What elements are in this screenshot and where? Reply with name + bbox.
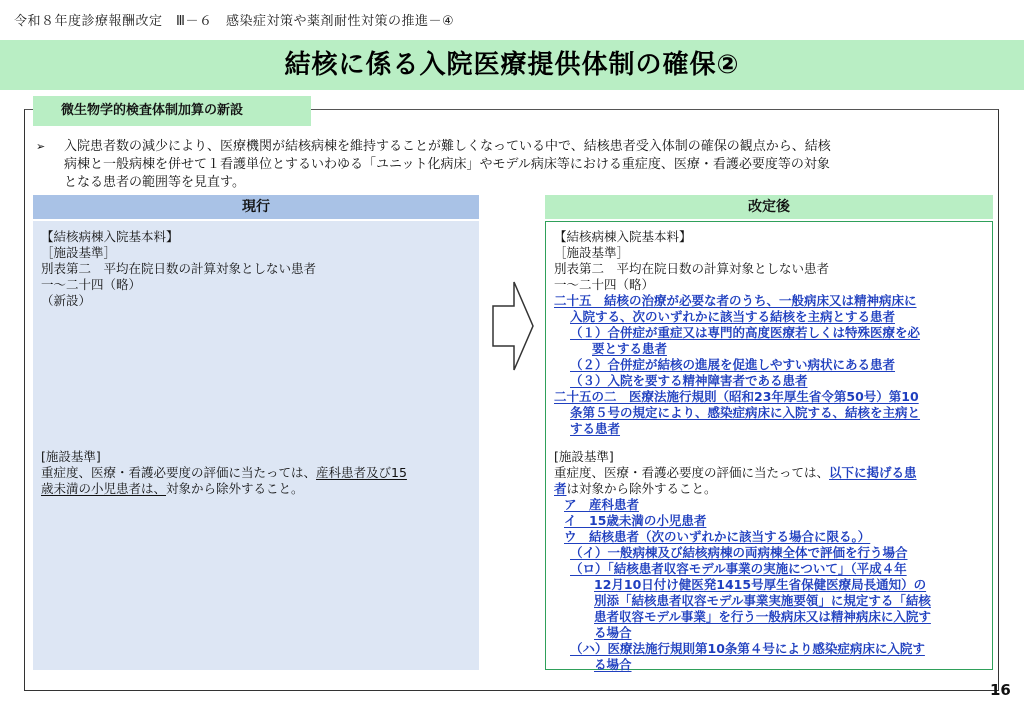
- criteria-text: 重症度、医療・看護必要度の評価に当たっては、: [41, 465, 317, 480]
- current-criteria-line: [41, 481, 304, 497]
- added-line: （３）入院を要する精神障害者である患者: [570, 373, 808, 388]
- revised-line: 別表第二 平均在院日数の計算対象としない患者: [554, 261, 830, 276]
- added-line: （１）合併症が重症又は専門的高度医療若しくは特殊医療を必: [570, 325, 921, 340]
- added-line: 入院する、次のいずれかに該当する結核を主病とする患者: [570, 309, 896, 324]
- added-line: する患者: [570, 421, 621, 436]
- criteria-item: （ハ）医療法施行規則第10条第４号により感染症病床に入院す: [570, 641, 925, 656]
- revised-criteria-line: [554, 465, 917, 481]
- current-line: ［施設基準］: [41, 245, 117, 260]
- current-line: 別表第二 平均在院日数の計算対象としない患者: [41, 261, 317, 276]
- breadcrumb: 令和８年度診療報酬改定 Ⅲ－６ 感染症対策や薬剤耐性対策の推進－④: [14, 14, 455, 29]
- intro-paragraph: [36, 138, 998, 192]
- revised-line: 一～二十四（略）: [554, 277, 655, 292]
- revised-criteria-line: [554, 481, 717, 497]
- criteria-underlined-text: 産科患者及び15: [316, 465, 407, 480]
- intro-line: 入院患者数の減少により、医療機関が結核病棟を維持することが難しくなっている中で、結核患者受入体制の確保の観点から、結核: [64, 139, 831, 154]
- current-panel: [33, 221, 479, 670]
- current-column-heading: 現行: [33, 195, 479, 219]
- criteria-item: 患者収容モデル事業」を行う一般病床又は精神病床に入院す: [594, 609, 931, 624]
- revised-criteria-label: [施設基準]: [554, 449, 614, 464]
- criteria-added-text: 以下に掲げる患: [829, 465, 917, 480]
- criteria-item: 12月10日付け健医発1415号厚生省保健医療局長通知）の: [594, 577, 927, 592]
- added-line: 要とする患者: [592, 341, 668, 356]
- criteria-text: 重症度、医療・看護必要度の評価に当たっては、: [554, 465, 830, 480]
- page-number: 16: [990, 681, 1011, 699]
- added-line: 二十五の二 医療法施行規則（昭和23年厚生省令第50号）第10: [554, 389, 919, 404]
- criteria-text: は対象から除外すること。: [566, 481, 717, 496]
- added-line: （２）合併症が結核の進展を促進しやすい病状にある患者: [570, 357, 896, 372]
- right-arrow-icon: [492, 280, 534, 372]
- criteria-item: る場合: [594, 625, 632, 640]
- intro-line: 病棟と一般病棟を併せて１看護単位とするいわゆる「ユニット化病床」やモデル病床等における重症度、医療・看護必要度等の対象: [64, 157, 830, 172]
- added-line: 条第５号の規定により、感染症病床に入院する、結核を主病と: [570, 405, 921, 420]
- criteria-underlined-text: 歳未満の小児患者は、: [41, 481, 167, 496]
- added-line: 二十五 結核の治療が必要な者のうち、一般病床又は精神病床に: [554, 293, 917, 308]
- current-criteria-label: [施設基準]: [41, 449, 101, 464]
- criteria-item: る場合: [594, 657, 632, 672]
- revised-line: 【結核病棟入院基本料】: [554, 229, 692, 244]
- current-criteria-line: [41, 465, 407, 481]
- criteria-added-text: 者: [554, 481, 567, 496]
- criteria-item: イ 15歳未満の小児患者: [564, 513, 707, 528]
- criteria-item: ウ 結核患者（次のいずれかに該当する場合に限る。）: [564, 529, 871, 544]
- bullet-arrow-icon: ➢: [36, 140, 46, 153]
- criteria-item: 別添「結核患者収容モデル事業実施要領」に規定する「結核: [594, 593, 931, 608]
- title-banner: [0, 40, 1024, 90]
- criteria-item: ア 産科患者: [564, 497, 640, 512]
- section-tab: 微生物学的検査体制加算の新設: [33, 96, 311, 126]
- criteria-item: （ロ）「結核患者収容モデル事業の実施について」（平成４年: [570, 561, 907, 576]
- current-line: 【結核病棟入院基本料】: [41, 229, 179, 244]
- criteria-text: 対象から除外すること。: [166, 481, 304, 496]
- revised-panel: [545, 221, 993, 670]
- page-title: 結核に係る入院医療提供体制の確保②: [284, 50, 740, 80]
- criteria-item: （イ）一般病棟及び結核病棟の両病棟全体で評価を行う場合: [570, 545, 908, 560]
- revised-line: ［施設基準］: [554, 245, 630, 260]
- revised-column-heading: 改定後: [545, 195, 993, 219]
- intro-line: となる患者の範囲等を見直す。: [64, 175, 245, 190]
- current-line: 一～二十四（略）: [41, 277, 142, 292]
- current-line: （新設）: [41, 293, 92, 308]
